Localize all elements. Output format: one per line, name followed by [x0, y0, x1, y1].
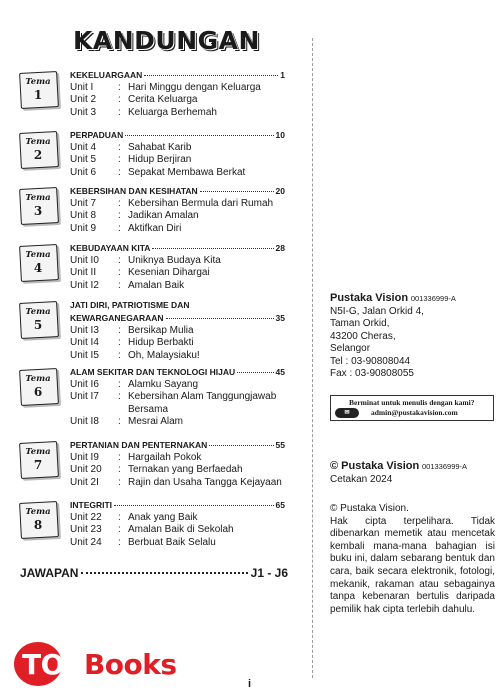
unit-item[interactable] [70, 142, 310, 154]
unit-item[interactable] [70, 154, 310, 166]
unit-number: Unit I5 [70, 349, 99, 361]
unit-title: Aktifkan Diri [128, 222, 182, 234]
unit-item[interactable] [70, 223, 310, 235]
theme-title-text: INTEGRITI [70, 500, 113, 510]
address-line: Selangor [330, 343, 371, 354]
leader-dots [237, 372, 273, 373]
unit-title: Jadikan Amalan [128, 210, 199, 222]
unit-item[interactable] [70, 107, 310, 119]
contact-email[interactable]: admin@pustakavision.com [371, 408, 458, 417]
unit-number: Unit 2I [70, 476, 99, 488]
unit-item[interactable] [70, 210, 310, 222]
unit-item[interactable] [70, 350, 310, 362]
tema-label: Tema [25, 250, 51, 260]
leader-dots [125, 135, 273, 136]
unit-colon: : [118, 255, 121, 266]
unit-list [70, 82, 310, 119]
theme-title[interactable] [70, 440, 285, 450]
unit-list [70, 255, 310, 292]
unit-number: Unit I9 [70, 452, 99, 463]
unit-colon: : [118, 154, 121, 166]
unit-title: Rajin dan Usaha Tangga Kejayaan [128, 476, 282, 488]
theme-title[interactable] [70, 313, 285, 323]
tema-number: 8 [33, 518, 43, 532]
theme-page: 35 [275, 313, 285, 323]
unit-number: Unit I6 [70, 379, 99, 390]
unit-number: Unit 2 [70, 94, 97, 106]
unit-item[interactable] [70, 325, 310, 337]
unit-item[interactable] [70, 94, 310, 106]
unit-colon: : [118, 222, 121, 234]
unit-number: Unit I7 [70, 391, 99, 403]
unit-title: Berbuat Baik Selalu [128, 536, 216, 548]
publisher-info [330, 292, 495, 381]
unit-item[interactable] [70, 167, 310, 179]
unit-list [70, 452, 310, 489]
tema-label: Tema [25, 447, 51, 457]
unit-colon: : [118, 524, 121, 536]
rights-block [330, 503, 495, 616]
address-line: Taman Orkid, [330, 318, 390, 329]
publisher-name: Pustaka Vision [330, 292, 409, 304]
unit-colon: : [118, 210, 121, 222]
unit-item[interactable] [70, 198, 310, 210]
tema-number: 7 [33, 458, 43, 472]
unit-number: Unit 4 [70, 142, 97, 153]
copyright-line: © Pustaka Vision [330, 460, 420, 472]
unit-list [70, 325, 310, 362]
unit-list [70, 379, 310, 428]
unit-item[interactable] [70, 512, 310, 524]
theme-title-text: PERTANIAN DAN PENTERNAKAN [70, 440, 208, 450]
unit-number: Unit I0 [70, 255, 99, 266]
jawapan-entry[interactable] [20, 566, 288, 580]
theme-title[interactable] [70, 186, 285, 196]
unit-title: Hari Minggu dengan Keluarga [128, 82, 261, 93]
unit-number: Unit I3 [70, 325, 99, 336]
unit-title: Hidup Berjiran [128, 154, 192, 166]
tema-badge [18, 502, 60, 538]
unit-title: Oh, Malaysiaku! [128, 349, 200, 361]
unit-title: Kesenian Dihargai [128, 267, 210, 279]
leader-dots [144, 75, 278, 76]
unit-colon: : [118, 94, 121, 106]
contact-question: Berminat untuk menulis dengan kami? [349, 398, 475, 407]
theme-title[interactable] [70, 367, 285, 377]
copyright-reg: 001336999-A [422, 462, 468, 471]
unit-title: Sahabat Karib [128, 142, 192, 153]
unit-number: Unit 23 [70, 524, 102, 536]
edition: Cetakan 2024 [330, 473, 393, 485]
jawapan-pages: J1 - J6 [250, 566, 288, 580]
leader-dots [209, 445, 273, 446]
jawapan-label: JAWAPAN [20, 566, 79, 580]
unit-item[interactable] [70, 464, 310, 476]
tema-badge [18, 72, 60, 108]
tema-number: 1 [33, 88, 43, 102]
tema-label: Tema [25, 374, 51, 384]
leader-dots [81, 572, 247, 574]
unit-list [70, 512, 310, 549]
unit-number: Unit 20 [70, 464, 102, 476]
tema-label: Tema [25, 307, 51, 317]
unit-colon: : [118, 452, 121, 463]
tel-number: Tel : 03-90808044 [330, 355, 411, 367]
unit-colon: : [118, 379, 121, 390]
page-number: i [248, 678, 252, 690]
unit-item[interactable] [70, 477, 310, 489]
unit-item[interactable] [70, 379, 310, 391]
unit-title: Amalan Baik [128, 279, 185, 291]
theme-page: 20 [275, 186, 285, 196]
unit-title: Kebersihan Bermula dari Rumah [128, 198, 274, 209]
unit-colon: : [118, 415, 121, 427]
unit-colon: : [118, 267, 121, 279]
theme-title[interactable] [70, 243, 285, 253]
logo-top: TOP [22, 648, 84, 681]
leader-dots [200, 191, 274, 192]
theme-title-text: ALAM SEKITAR DAN TEKNOLOGI HIJAU [70, 367, 236, 377]
unit-item[interactable] [70, 337, 310, 349]
theme-title-line: JATI DIRI, PATRIOTISME DAN [70, 300, 190, 310]
unit-title: Uniknya Budaya Kita [128, 255, 221, 266]
unit-number: Unit 22 [70, 512, 102, 523]
unit-number: Unit 24 [70, 536, 102, 548]
unit-item[interactable] [70, 82, 310, 94]
theme-page: 1 [280, 70, 285, 80]
unit-number: Unit II [70, 267, 97, 279]
fax-number: Fax : 03-90808055 [330, 368, 414, 379]
tema-badge [18, 245, 60, 281]
unit-colon: : [118, 476, 121, 488]
theme-page: 65 [275, 500, 285, 510]
unit-colon: : [118, 512, 121, 523]
unit-colon: : [118, 391, 121, 403]
unit-number: Unit I4 [70, 337, 99, 349]
unit-colon: : [118, 325, 121, 336]
leader-dots [152, 248, 273, 249]
theme-title[interactable] [70, 130, 285, 140]
unit-colon: : [118, 106, 121, 118]
unit-colon: : [118, 279, 121, 291]
unit-item[interactable] [70, 537, 310, 549]
unit-title: Sepakat Membawa Berkat [128, 166, 246, 178]
unit-colon: : [118, 337, 121, 349]
tema-label: Tema [25, 193, 51, 203]
unit-title: Kebersihan Alam Tanggungjawab Bersama [128, 391, 277, 415]
unit-colon: : [118, 536, 121, 548]
theme-title-text: KEBUDAYAAN KITA [70, 243, 151, 253]
address-line: N5I-G, Jalan Orkid 4, [330, 305, 424, 317]
unit-number: Unit 9 [70, 222, 97, 234]
tema-badge [18, 442, 60, 478]
topbooks-logo [14, 636, 189, 686]
unit-number: Unit 8 [70, 210, 97, 222]
tema-badge [18, 369, 60, 405]
theme-title-text: KEWARGANEGARAAN [70, 313, 164, 323]
unit-item[interactable] [70, 267, 310, 279]
unit-title: Cerita Keluarga [128, 94, 198, 106]
rights-text: Hak cipta terpelihara. Tidak dibenarkan memetik atau mencetak kembali mana-mana bahagian isi buku ini, dalam sebarang bentuk dan cara, baik secara elektronik, fotologi, mekanik, rakaman atau sebagainya tanpa kebenaran bertulis daripada pemilik hak cipta terlebih dahulu. [330, 515, 495, 615]
unit-item[interactable] [70, 416, 310, 428]
copyright-block [330, 460, 495, 486]
unit-colon: : [118, 142, 121, 153]
leader-dots [166, 318, 274, 319]
unit-title: Keluarga Berhemah [128, 106, 217, 118]
unit-title: Anak yang Baik [128, 512, 198, 523]
tema-label: Tema [25, 137, 51, 147]
unit-title: Hargailah Pokok [128, 452, 202, 463]
tema-number: 4 [33, 261, 43, 275]
publisher-reg: 001336999-A [410, 294, 456, 303]
tema-badge [18, 132, 60, 168]
theme-title-text: KEBERSIHAN DAN KESIHATAN [70, 186, 198, 196]
unit-colon: : [118, 349, 121, 361]
leader-dots [114, 505, 274, 506]
unit-colon: : [118, 166, 121, 178]
email-icon: ✉ [335, 408, 359, 418]
unit-title: Hidup Berbakti [128, 337, 194, 349]
tema-number: 2 [33, 148, 43, 162]
unit-number: Unit 6 [70, 166, 97, 178]
unit-number: Unit I8 [70, 415, 99, 427]
unit-number: Unit I [70, 82, 94, 93]
logo-books: Books [83, 648, 177, 681]
theme-page: 45 [275, 367, 285, 377]
contact-box [330, 395, 494, 421]
tema-number: 6 [33, 385, 43, 399]
theme-page: 28 [275, 243, 285, 253]
unit-item[interactable] [70, 524, 310, 536]
unit-title: Alamku Sayang [128, 379, 199, 390]
theme-title[interactable] [70, 500, 285, 510]
tema-badge [18, 188, 60, 224]
tema-badge [18, 302, 60, 338]
unit-item[interactable] [70, 391, 310, 416]
unit-number: Unit 5 [70, 154, 97, 166]
theme-page: 55 [275, 440, 285, 450]
unit-number: Unit 7 [70, 198, 97, 209]
unit-number: Unit 3 [70, 106, 97, 118]
address-line: 43200 Cheras, [330, 330, 396, 342]
page-title: KANDUNGAN [73, 26, 260, 55]
theme-title-text: KEKELUARGAAN [70, 70, 143, 80]
unit-item[interactable] [70, 452, 310, 464]
tema-label: Tema [25, 77, 51, 87]
unit-title: Ternakan yang Berfaedah [128, 464, 243, 476]
unit-list [70, 142, 310, 179]
theme-page: 10 [275, 130, 285, 140]
unit-colon: : [118, 198, 121, 209]
column-divider [312, 38, 313, 678]
unit-item[interactable] [70, 280, 310, 292]
tema-label: Tema [25, 507, 51, 517]
tema-number: 5 [33, 318, 43, 332]
unit-title: Amalan Baik di Sekolah [128, 524, 234, 536]
unit-title: Bersikap Mulia [128, 325, 194, 336]
unit-colon: : [118, 464, 121, 476]
tema-number: 3 [33, 204, 43, 218]
unit-list [70, 198, 310, 235]
theme-title[interactable] [70, 70, 285, 80]
unit-colon: : [118, 82, 121, 93]
unit-number: Unit I2 [70, 279, 99, 291]
unit-title: Mesrai Alam [128, 415, 184, 427]
theme-title-text: PERPADUAN [70, 130, 124, 140]
copyright-notice: © Pustaka Vision. [330, 503, 409, 514]
unit-item[interactable] [70, 255, 310, 267]
